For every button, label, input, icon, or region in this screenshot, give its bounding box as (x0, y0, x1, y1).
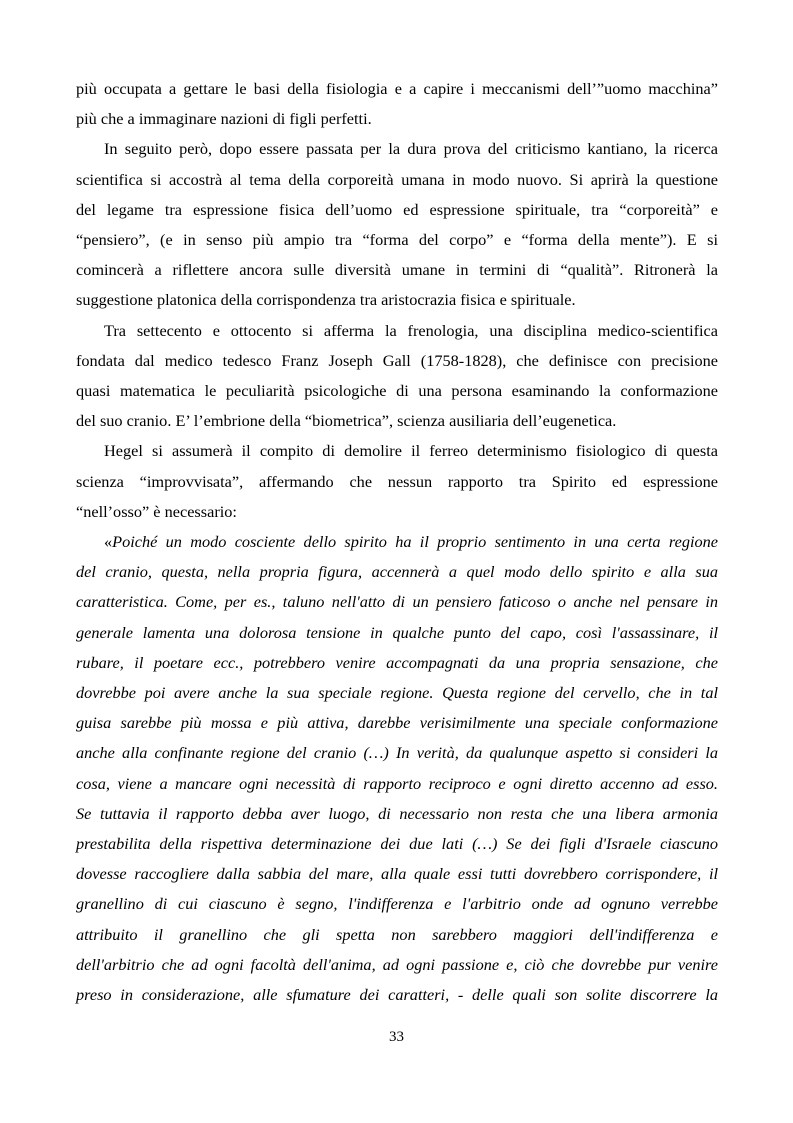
text-line: “nell’osso” è necessario: (76, 501, 237, 521)
paragraph-continuation (76, 74, 718, 134)
text-line: “pensiero”, (e in senso più ampio tra “forma del corpo” e “forma della mente”). E si (76, 230, 718, 250)
page-number: 33 (389, 1029, 404, 1045)
quote-line: attribuito il granellino che gli spetta non sarebbero maggiori dell'indifferenza e (76, 924, 718, 944)
quote-line: preso in considerazione, alle sfumature dei caratteri, - delle quali son solite discorrere la (76, 985, 718, 1005)
text-line: più che a immaginare nazioni di figli perfetti. (76, 109, 372, 129)
hegel-quotation (76, 527, 718, 1010)
text-line: scientifica si accostrà al tema della corporeità umana in modo nuovo. Si aprirà la questione (76, 169, 718, 189)
text-line: comincerà a riflettere ancora sulle diversità umane in termini di “qualità”. Ritronerà la (76, 260, 718, 280)
text-line: fondata dal medico tedesco Franz Joseph Gall (1758-1828), che definisce con precisione (76, 350, 718, 370)
text-line: suggestione platonica della corrispondenza tra aristocrazia fisica e spirituale. (76, 290, 576, 310)
text-line: più occupata a gettare le basi della fisiologia e a capire i meccanismi dell’”uomo macchina” (76, 79, 718, 98)
text-line: Hegel si assumerà il compito di demolire il ferreo determinismo fisiologico di questa (104, 441, 718, 461)
quote-line: guisa sarebbe più mossa e più attiva, darebbe verisimilmente una speciale conformazione (76, 713, 718, 733)
text-line: del suo cranio. E’ l’embrione della “biometrica”, scienza ausiliaria dell’eugenetica. (76, 411, 617, 431)
text-line: quasi matematica le peculiarità psicologiche di una persona esaminando la conformazione (76, 381, 718, 401)
quote-line: cosa, viene a mancare ogni necessità di rapporto reciproco e ogni diretto accenno ad esso. (76, 773, 718, 793)
paragraph-frenologia (76, 316, 718, 437)
quote-text: Poiché un modo cosciente dello spirito ha il proprio sentimento in una certa regione (112, 532, 718, 552)
quote-line: del cranio, questa, nella propria figura, accennerà a quel modo dello spirito e alla sua (76, 562, 718, 582)
quote-line: generale lamenta una dolorosa tensione in qualche punto del capo, così l'assassinare, il (76, 622, 718, 642)
paragraph-hegel (76, 436, 718, 527)
text-line: In seguito però, dopo essere passata per la dura prova del criticismo kantiano, la ricerca (104, 139, 718, 159)
quote-line: prestabilita della rispettiva determinazione dei due lati (…) Se dei figli d'Israele ciascuno (76, 834, 718, 854)
quote-line: dovesse raccogliere dalla sabbia del mare, alla quale essi tutti dovrebbero corrispondere, il (76, 864, 718, 884)
text-line: del legame tra espressione fisica dell’uomo ed espressione spirituale, tra “corporeità” e (76, 199, 718, 219)
quote-line: dovrebbe poi avere anche la sua speciale regione. Questa regione del cervello, che in tal (76, 683, 718, 703)
quote-line: Se tuttavia il rapporto debba aver luogo, di necessario non resta che una libera armonia (76, 803, 718, 823)
quote-first-line (76, 527, 718, 557)
paragraph-kant (76, 134, 718, 315)
document-page (76, 74, 718, 1010)
quote-open-mark: « (104, 532, 113, 552)
text-line: scienza “improvvisata”, affermando che nessun rapporto tra Spirito ed espressione (76, 471, 718, 491)
text-line: Tra settecento e ottocento si afferma la frenologia, una disciplina medico-scientifica (104, 320, 718, 340)
quote-line: anche alla confinante regione del cranio (…) In verità, da qualunque aspetto si consideri la (76, 743, 718, 763)
quote-line: caratteristica. Come, per es., taluno nell'atto di un pensiero faticoso o anche nel pensare in (76, 592, 718, 612)
quote-line: rubare, il poetare ecc., potrebbero venire accompagnati da una propria sensazione, che (76, 652, 718, 672)
quote-line: dell'arbitrio che ad ogni facoltà dell'anima, ad ogni passione e, ciò che dovrebbe pur venire (76, 954, 718, 974)
quote-line: granellino di cui ciascuno è segno, l'indifferenza e l'arbitrio onde ad ognuno verrebbe (76, 894, 718, 914)
